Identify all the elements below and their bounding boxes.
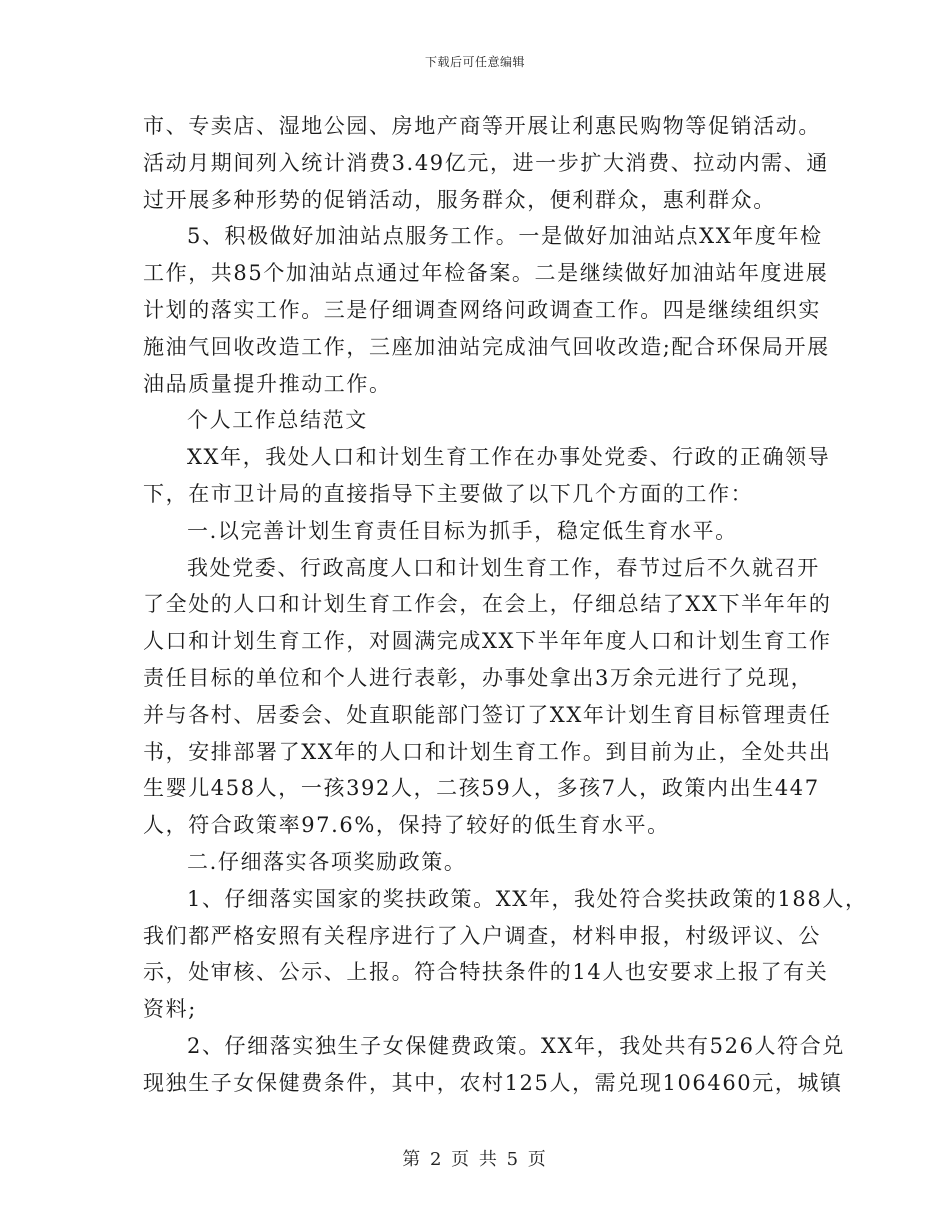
text-line: 我处党委、行政高度人口和计划生育工作，春节过后不久就召开 xyxy=(187,555,820,580)
text-line: 我们都严格安照有关程序进行了入户调查，材料申报，村级评议、公 xyxy=(143,923,821,948)
text-line: 责任目标的单位和个人进行表彰，办事处拿出3万余元进行了兑现， xyxy=(143,665,814,690)
text-line: 5、积极做好加油站点服务工作。一是做好加油站点XX年度年检 xyxy=(187,224,823,249)
text-line: 过开展多种形势的促销活动，服务群众，便利群众，惠利群众。 xyxy=(143,187,776,212)
text-line: 书，安排部署了XX年的人口和计划生育工作。到目前为止，全处共出 xyxy=(143,739,832,764)
page-footer-page-number: 第 2 页 共 5 页 xyxy=(402,1149,548,1170)
text-line: 人，符合政策率97.6%，保持了较好的低生育水平。 xyxy=(143,813,670,838)
text-line: 工作，共85个加油站点通过年检备案。二是继续做好加油站年度进展 xyxy=(143,261,829,286)
text-line: 人口和计划生育工作，对圆满完成XX下半年年度人口和计划生育工作 xyxy=(143,629,832,654)
text-line: 一.以完善计划生育责任目标为抓手，稳定低生育水平。 xyxy=(187,518,738,543)
page-header-note: 下载后可任意编辑 xyxy=(424,55,525,69)
text-line: 计划的落实工作。三是仔细调查网络问政调查工作。四是继续组织实 xyxy=(143,297,821,322)
text-line: 二.仔细落实各项奖励政策。 xyxy=(187,849,467,874)
text-line: 现独生子女保健费条件，其中，农村125人，需兑现106460元，城镇 xyxy=(143,1070,843,1095)
text-line: 资料; xyxy=(143,997,197,1022)
text-line: 示，处审核、公示、上报。符合特扶条件的14人也安要求上报了有关 xyxy=(143,960,829,985)
text-line: 施油气回收改造工作，三座加油站完成油气回收改造;配合环保局开展 xyxy=(143,334,830,359)
text-line: 市、专卖店、湿地公园、房地产商等开展让利惠民购物等促销活动。 xyxy=(143,114,821,138)
document-body xyxy=(143,108,868,1102)
text-line: 了全处的人口和计划生育工作会，在会上，仔细总结了XX下半年年的 xyxy=(143,592,832,617)
text-line: 个人工作总结范文 xyxy=(187,408,368,433)
text-line: 生婴儿458人，一孩392人，二孩59人，多孩7人，政策内出生447 xyxy=(143,776,820,801)
text-line: 油品质量提升推动工作。 xyxy=(143,371,392,396)
text-line: 2、仔细落实独生子女保健费政策。XX年，我处共有526人符合兑 xyxy=(187,1033,845,1058)
text-line: 1、仔细落实国家的奖扶政策。XX年，我处符合奖扶政策的188人， xyxy=(187,886,868,911)
text-line: 并与各村、居委会、处直职能部门签订了XX年计划生育目标管理责任 xyxy=(143,702,832,727)
text-line: 活动月期间列入统计消费3.49亿元，进一步扩大消费、拉动内需、通 xyxy=(143,150,829,175)
text-line: XX年，我处人口和计划生育工作在办事处党委、行政的正确领导 xyxy=(187,445,831,470)
text-line: 下，在市卫计局的直接指导下主要做了以下几个方面的工作： xyxy=(143,481,754,506)
